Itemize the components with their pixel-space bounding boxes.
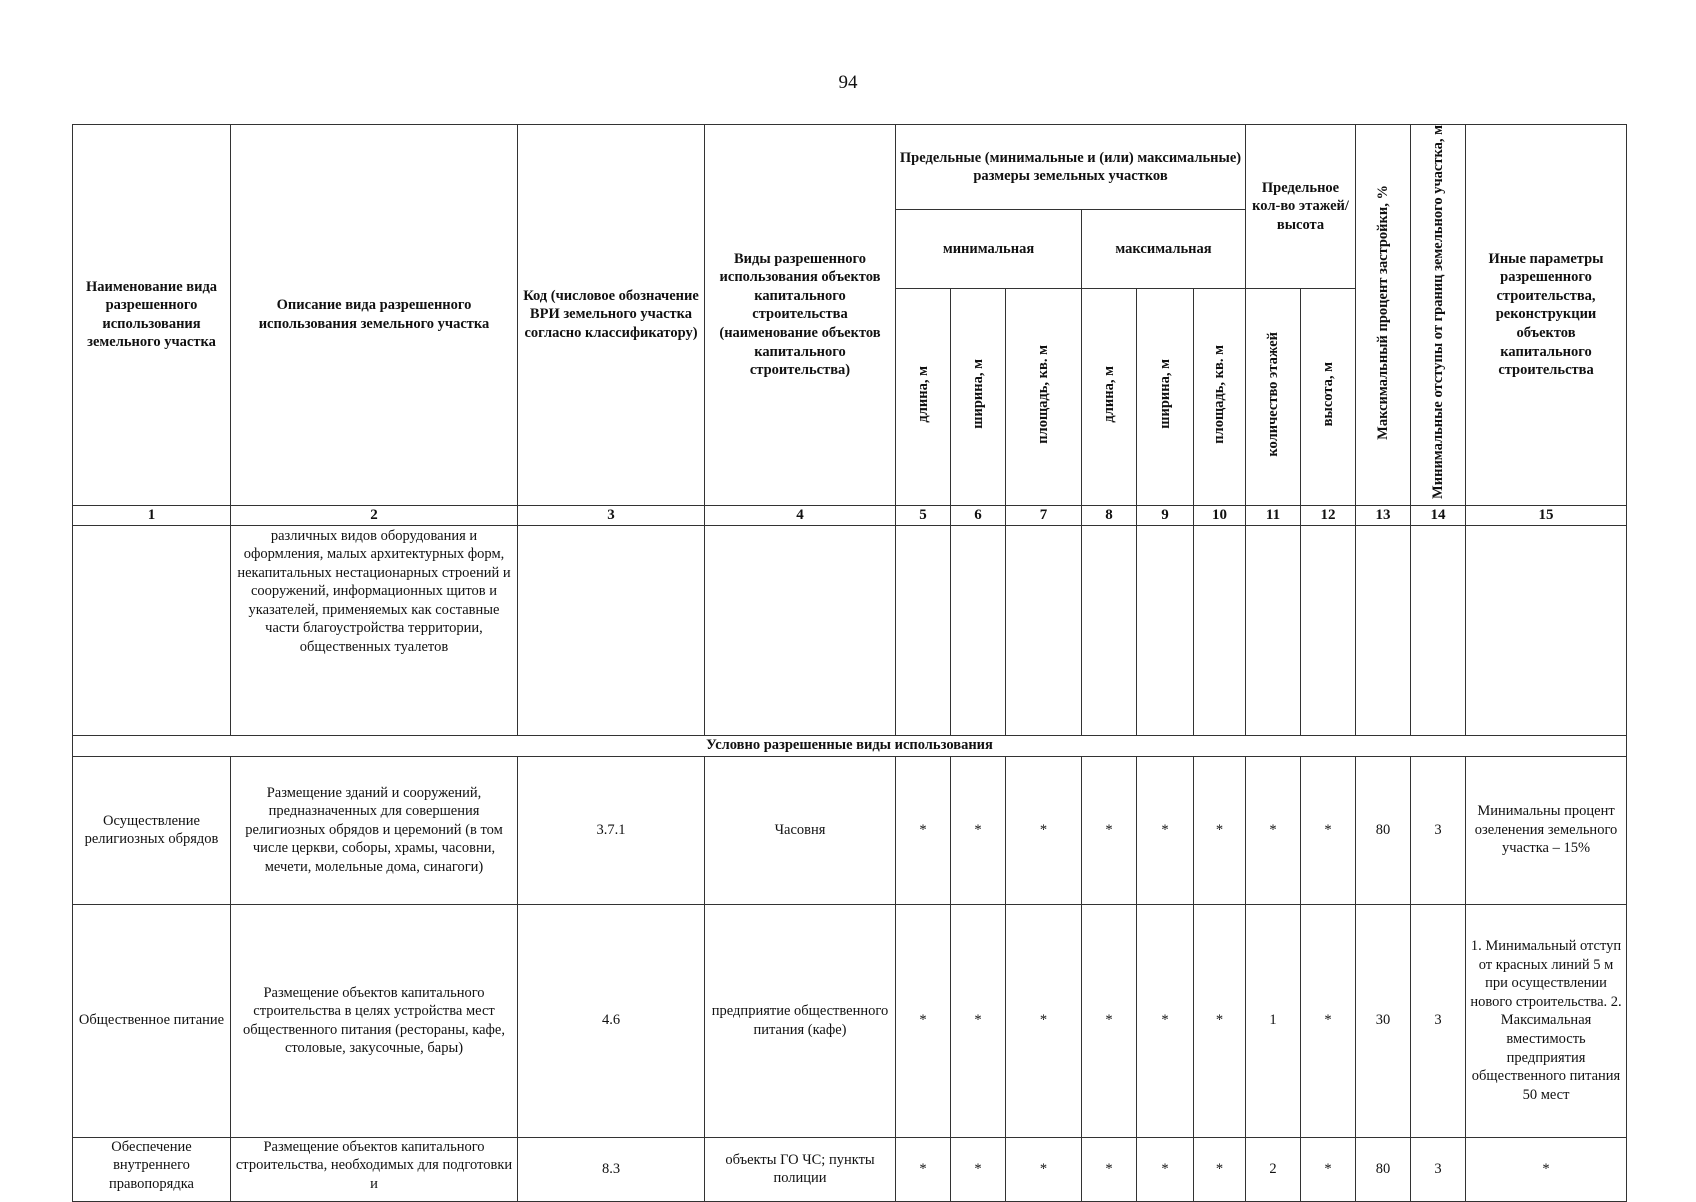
construction-objects: объекты ГО ЧС; пункты полиции [705,1137,896,1201]
floors-count-value: 2 [1246,1137,1301,1201]
column-number: 15 [1466,505,1627,525]
land-use-name: Общественное питание [73,904,231,1137]
construction-objects: Часовня [705,756,896,904]
header-minimal: минимальная [896,210,1082,289]
header-min-length: длина, м [896,289,951,506]
min-length-value: * [896,756,951,904]
classifier-code: 4.6 [518,904,705,1137]
max-area-value: * [1194,756,1246,904]
floors-count-value: * [1246,756,1301,904]
cell-empty [1356,525,1411,735]
table-row [73,756,1627,904]
header-min-area: площадь, кв. м [1006,289,1082,506]
classifier-code: 3.7.1 [518,756,705,904]
column-number: 13 [1356,505,1411,525]
continuation-row [73,525,1627,735]
column-number: 2 [231,505,518,525]
land-use-name: Обеспечение внутреннего правопорядка [73,1137,231,1201]
cell-empty [1466,525,1627,735]
cell-empty [951,525,1006,735]
column-number: 10 [1194,505,1246,525]
min-width-value: * [951,904,1006,1137]
header-height: высота, м [1301,289,1356,506]
cell-empty [1246,525,1301,735]
cell-empty [1411,525,1466,735]
cell-empty [896,525,951,735]
column-number: 4 [705,505,896,525]
header-land-use-description: Описание вида разрешенного использования земельного участка [231,125,518,506]
floors-count-value: 1 [1246,904,1301,1137]
construction-objects: предприятие общественного питания (кафе) [705,904,896,1137]
min-width-value: * [951,756,1006,904]
min-offset-value: 3 [1411,904,1466,1137]
land-use-description: Размещение объектов капитального строительства, необходимых для подготовки и [231,1137,518,1201]
cell-empty [705,525,896,735]
column-number: 5 [896,505,951,525]
header-maximal: максимальная [1082,210,1246,289]
header-max-length: длина, м [1082,289,1137,506]
max-width-value: * [1137,1137,1194,1201]
header-construction-object-types: Виды разрешенного использования объектов капитального строительства (наименование объектов капитального строительства) [705,125,896,506]
header-min-offsets: Минимальные отступы от границ земельного участка, м [1411,125,1466,506]
land-use-name: Осуществление религиозных обрядов [73,756,231,904]
max-building-percent-value: 80 [1356,1137,1411,1201]
page-number: 94 [838,72,858,93]
min-area-value: * [1006,756,1082,904]
table-row [73,1137,1627,1201]
header-max-width: ширина, м [1137,289,1194,506]
min-width-value: * [951,1137,1006,1201]
cell-empty [1194,525,1246,735]
column-number: 9 [1137,505,1194,525]
cell-empty [73,525,231,735]
cell-empty [1082,525,1137,735]
max-width-value: * [1137,904,1194,1137]
land-use-description: Размещение объектов капитального строительства в целях устройства мест общественного питания (рестораны, кафе, столовые, закусочные, бары) [231,904,518,1137]
column-number: 3 [518,505,705,525]
header-other-parameters: Иные параметры разрешенного строительства, реконструкции объектов капитального строительства [1466,125,1627,506]
header-row-top [73,125,1627,210]
section-title: Условно разрешенные виды использования [73,735,1627,756]
header-floor-limits: Предельное кол-во этажей/высота [1246,125,1356,289]
other-parameters-value: * [1466,1137,1627,1201]
land-use-description: Размещение зданий и сооружений, предназначенных для совершения религиозных обрядов и церемоний (в том числе церкви, соборы, храмы, часовни, мечети, молельные дома, синагоги) [231,756,518,904]
header-floors-count: количество этажей [1246,289,1301,506]
continued-description: различных видов оборудования и оформления, малых архитектурных форм, некапитальных нестационарных строений и сооружений, информационных щитов и указателей, применяемых как составные части благоустройства территории, общественных туалетов [231,525,518,735]
classifier-code: 8.3 [518,1137,705,1201]
min-area-value: * [1006,1137,1082,1201]
max-length-value: * [1082,756,1137,904]
height-value: * [1301,756,1356,904]
section-row [73,735,1627,756]
header-land-use-name: Наименование вида разрешенного использования земельного участка [73,125,231,506]
height-value: * [1301,1137,1356,1201]
cell-empty [1301,525,1356,735]
min-offset-value: 3 [1411,756,1466,904]
max-area-value: * [1194,904,1246,1137]
max-area-value: * [1194,1137,1246,1201]
column-number: 7 [1006,505,1082,525]
cell-empty [518,525,705,735]
cell-empty [1137,525,1194,735]
min-area-value: * [1006,904,1082,1137]
zoning-regulations-table [72,124,1627,1202]
column-number: 14 [1411,505,1466,525]
max-width-value: * [1137,756,1194,904]
header-max-area: площадь, кв. м [1194,289,1246,506]
header-plot-size-limits: Предельные (минимальные и (или) максимальные) размеры земельных участков [896,125,1246,210]
min-length-value: * [896,904,951,1137]
min-offset-value: 3 [1411,1137,1466,1201]
column-number: 11 [1246,505,1301,525]
cell-empty [1006,525,1082,735]
column-number: 8 [1082,505,1137,525]
column-numbers-row [73,505,1627,525]
table-row [73,904,1627,1137]
height-value: * [1301,904,1356,1137]
max-building-percent-value: 30 [1356,904,1411,1137]
max-length-value: * [1082,904,1137,1137]
max-building-percent-value: 80 [1356,756,1411,904]
max-length-value: * [1082,1137,1137,1201]
header-classifier-code: Код (числовое обозначение ВРИ земельного участка согласно классификатору) [518,125,705,506]
column-number: 1 [73,505,231,525]
header-min-width: ширина, м [951,289,1006,506]
column-number: 12 [1301,505,1356,525]
column-number: 6 [951,505,1006,525]
min-length-value: * [896,1137,951,1201]
other-parameters-value: 1. Минимальный отступ от красных линий 5 м при осуществлении нового строительства. 2. Максимальная вместимость предприятия общественного питания 50 мест [1466,904,1627,1137]
header-max-building-percent: Максимальный процент застройки, % [1356,125,1411,506]
other-parameters-value: Минимальны процент озеленения земельного участка – 15% [1466,756,1627,904]
